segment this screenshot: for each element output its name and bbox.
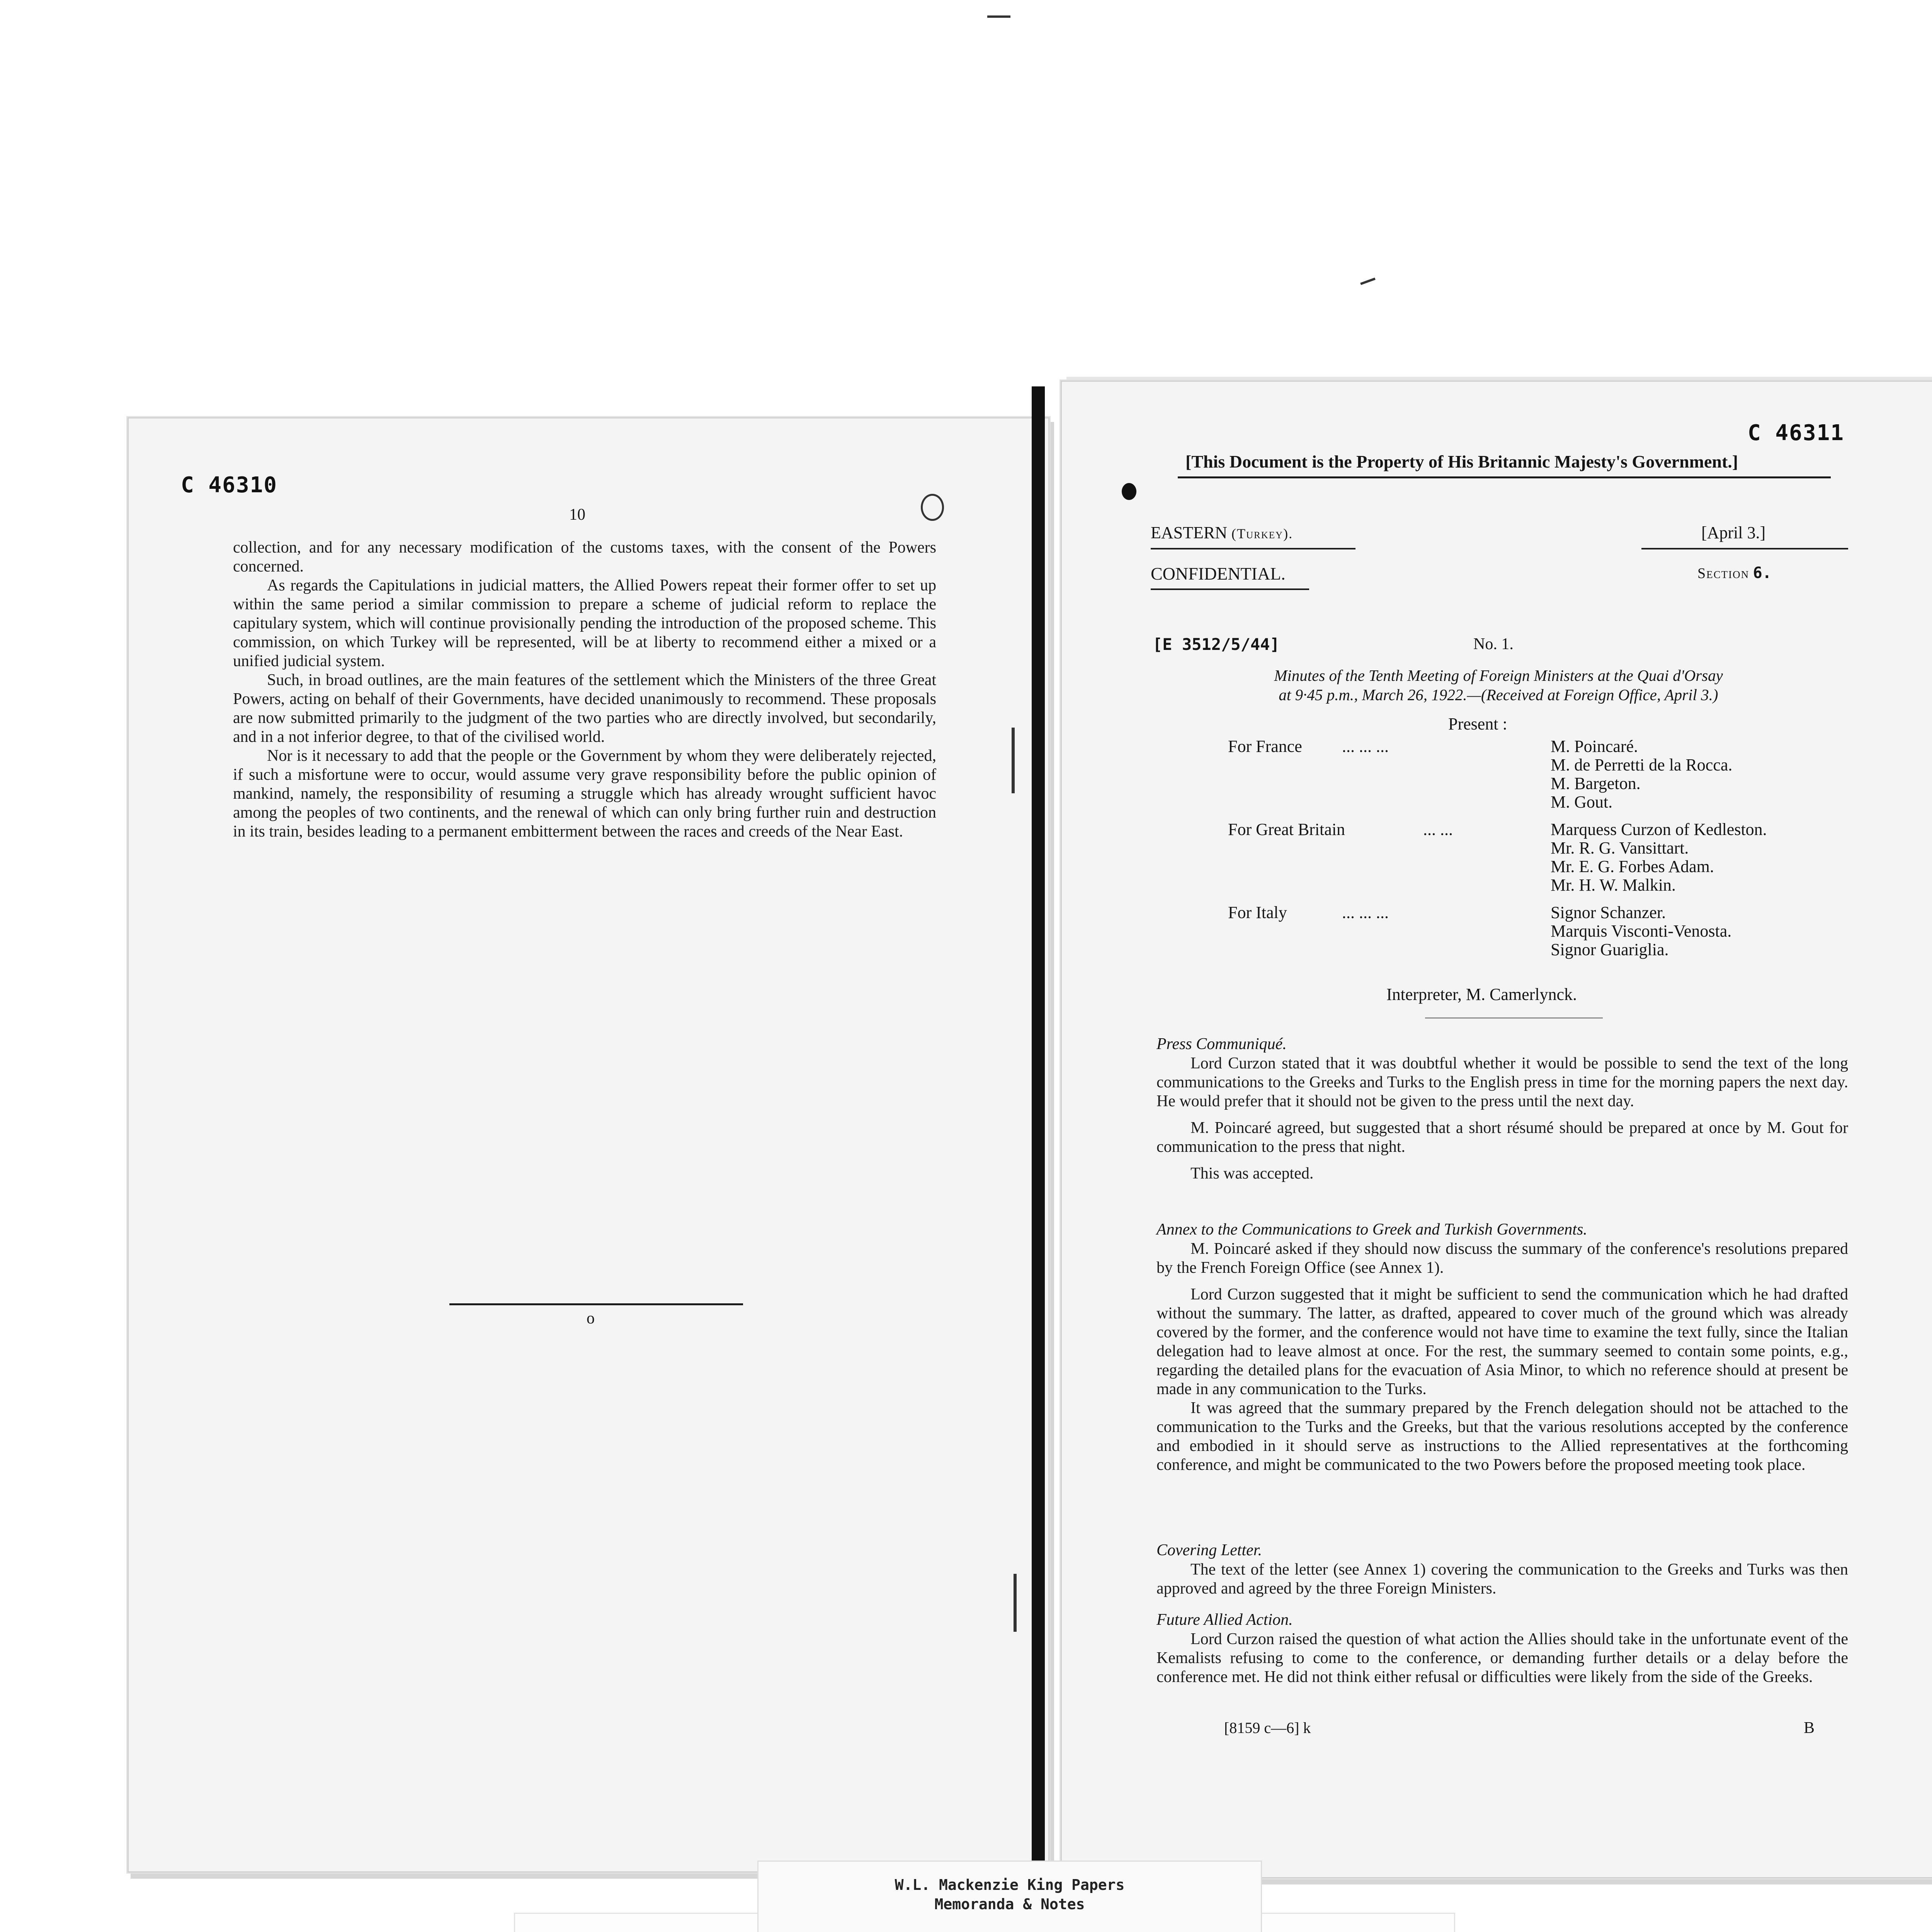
attendee-dots: ... ... ... bbox=[1342, 737, 1389, 756]
minutes-title-line: at 9·45 p.m., March 26, 1922.—(Received at Foreign Office, April 3.) bbox=[1279, 686, 1718, 704]
attendee-name: Mr. R. G. Vansittart. bbox=[1551, 838, 1689, 857]
attendee-country: For Great Britain bbox=[1228, 820, 1345, 839]
present-label: Present : bbox=[1448, 714, 1507, 733]
end-mark: o bbox=[587, 1310, 595, 1327]
section-paragraph: It was agreed that the summary prepared by the French delegation should not be attached to the communication to the Turks and the Greeks, but that the various resolutions accepted by the conference and embodied in it should serve as instructions to the Allied representatives at the forthcoming conference, and might be communicated to the two Powers before the proposed meeting took place. bbox=[1156, 1399, 1848, 1474]
punch-hole-mark bbox=[921, 494, 944, 521]
attendee-name: Marquess Curzon of Kedleston. bbox=[1551, 820, 1767, 839]
section-heading: Future Allied Action. bbox=[1156, 1611, 1293, 1629]
confidential-label: CONFIDENTIAL. bbox=[1151, 564, 1286, 583]
minutes-title bbox=[1197, 666, 1800, 704]
right-doc-number: C 46311 bbox=[1748, 420, 1845, 446]
classification bbox=[1151, 523, 1293, 543]
attendee-names bbox=[1551, 820, 1767, 895]
left-page bbox=[128, 417, 1049, 1872]
section-paragraph: Lord Curzon raised the question of what action the Allies should take in the unfortunate event of the Kemalists refusing to come to the conference, or demanding further details or a delay before the conference met. He did not think either refusal or difficulties were likely from the side of the Greeks. bbox=[1156, 1630, 1848, 1686]
section-paragraph: M. Poincaré agreed, but suggested that a short résumé should be prepared at once by M. Gout for communication to the press that night. bbox=[1156, 1119, 1848, 1156]
ink-blot bbox=[1122, 483, 1136, 500]
binding-spine bbox=[1032, 386, 1045, 1878]
attendee-name: M. Poincaré. bbox=[1551, 737, 1638, 756]
attendee-name: M. Gout. bbox=[1551, 793, 1613, 811]
signature-letter: B bbox=[1804, 1719, 1815, 1737]
section-body bbox=[1156, 1560, 1848, 1598]
attendee-name: Signor Schanzer. bbox=[1551, 903, 1666, 922]
confidential-rule bbox=[1151, 588, 1309, 590]
margin-mark bbox=[1012, 728, 1015, 793]
date-rule bbox=[1641, 548, 1848, 549]
section-paragraph: Lord Curzon suggested that it might be sufficient to send the communication which he had drafted without the summary. The latter, as drafted, appeared to cover much of the ground which was already covered by the former, and the conference would not have time to examine the text fully, since the Italian delegation had to leave almost at once. For the rest, the summary seemed to contain some points, e.g., regarding the detailed plans for the evacuation of Asia Minor, to which no reference should at present be made in any communication to the Turks. bbox=[1156, 1286, 1848, 1398]
minutes-title-line: Minutes of the Tenth Meeting of Foreign Ministers at the Quai d'Orsay bbox=[1274, 667, 1723, 684]
file-reference: [E 3512/5/44] bbox=[1153, 635, 1280, 654]
attendee-name: Signor Guariglia. bbox=[1551, 940, 1669, 959]
left-paragraph: Nor is it necessary to add that the people or the Government by whom they were deliberately rejected, if such a misfortune were to occur, would assume very grave responsibility before the public opinion of mankind, namely, the responsibility of resuming a struggle which has already wrought sufficient havoc among the peoples of two continents, and the renewal of which can only bring further ruin and destruction in its train, besides leading to a permanent embitterment between the races and creeds of the Near East. bbox=[233, 747, 936, 840]
classification-label: EASTERN bbox=[1151, 523, 1227, 542]
left-page-number: 10 bbox=[569, 506, 585, 524]
attendee-name: M. Bargeton. bbox=[1551, 774, 1641, 793]
section-marker bbox=[1697, 564, 1772, 582]
document-number: No. 1. bbox=[1473, 635, 1514, 653]
section-body bbox=[1156, 1054, 1848, 1183]
section-paragraph: This was accepted. bbox=[1190, 1165, 1314, 1182]
section-heading: Covering Letter. bbox=[1156, 1541, 1262, 1559]
attendee-dots: ... ... ... bbox=[1342, 903, 1389, 922]
end-rule bbox=[449, 1303, 743, 1305]
scan-mark bbox=[1360, 277, 1376, 285]
left-paragraph: Such, in broad outlines, are the main features of the settlement which the Ministers of the three Great Powers, acting on behalf of their Governments, have decided unanimously to recommend. These proposals are now submitted primarily to the judgment of the two parties who are directly involved, but secondarily, and in a not inferior degree, to that of the civilised world. bbox=[233, 671, 936, 746]
section-heading: Annex to the Communications to Greek and Turkish Governments. bbox=[1156, 1221, 1587, 1238]
right-page bbox=[1061, 381, 1932, 1878]
left-paragraph: collection, and for any necessary modification of the customs taxes, with the consent of the Powers concerned. bbox=[233, 539, 936, 575]
section-label: Section bbox=[1697, 565, 1750, 582]
section-body bbox=[1156, 1630, 1848, 1687]
attendee-name: Mr. H. W. Malkin. bbox=[1551, 876, 1676, 895]
attendee-names bbox=[1551, 903, 1731, 959]
scan-mark bbox=[987, 15, 1010, 18]
section-number: 6. bbox=[1753, 564, 1772, 582]
section-paragraph: M. Poincaré asked if they should now discuss the summary of the conference's resolutions prepared by the French Foreign Office (see Annex 1). bbox=[1156, 1240, 1848, 1277]
archive-label-line: Memoranda & Notes bbox=[934, 1896, 1085, 1913]
attendee-country: For France bbox=[1228, 737, 1302, 756]
attendee-country: For Italy bbox=[1228, 903, 1287, 922]
attendee-names bbox=[1551, 737, 1732, 811]
attendee-name: M. de Perretti de la Rocca. bbox=[1551, 755, 1733, 774]
attendee-name: Mr. E. G. Forbes Adam. bbox=[1551, 857, 1714, 876]
classification-sub: (Turkey). bbox=[1231, 526, 1293, 541]
left-paragraph: As regards the Capitulations in judicial matters, the Allied Powers repeat their former offer to set up within the same period a similar commission to prepare a scheme of judicial reform to replace the capitulary system, which will continue provisionally pending the introduction of the proposed scheme. This commission, on which Turkey will be represented, will be at liberty to recommend either a mixed or a unified judicial system. bbox=[233, 577, 936, 670]
section-heading: Press Communiqué. bbox=[1156, 1035, 1287, 1053]
archive-label-line: W.L. Mackenzie King Papers bbox=[895, 1876, 1125, 1893]
margin-mark bbox=[1014, 1574, 1017, 1632]
property-notice-underline bbox=[1178, 476, 1831, 478]
attendee-name: Marquis Visconti-Venosta. bbox=[1551, 922, 1732, 940]
section-paragraph: The text of the letter (see Annex 1) covering the communication to the Greeks and Turks was then approved and agreed by the three Foreign Ministers. bbox=[1156, 1561, 1848, 1597]
classification-rule bbox=[1151, 548, 1355, 549]
attendee-dots: ... ... bbox=[1423, 820, 1453, 839]
interpreter: Interpreter, M. Camerlynck. bbox=[1386, 985, 1577, 1004]
separator-rule bbox=[1425, 1017, 1603, 1019]
archive-label-card bbox=[757, 1861, 1262, 1932]
section-body bbox=[1156, 1240, 1848, 1475]
left-page-body bbox=[233, 538, 936, 841]
property-notice: [This Document is the Property of His Britannic Majesty's Government.] bbox=[1185, 452, 1738, 471]
printer-code: [8159 c—6] k bbox=[1224, 1719, 1311, 1736]
left-doc-number: C 46310 bbox=[181, 473, 278, 498]
date-bracket: [April 3.] bbox=[1701, 523, 1766, 542]
section-paragraph: Lord Curzon stated that it was doubtful whether it would be possible to send the text of the long communications to the Greeks and Turks to the English press in time for the morning papers the next day. He would prefer that it should not be given to the press until the next day. bbox=[1156, 1054, 1848, 1110]
